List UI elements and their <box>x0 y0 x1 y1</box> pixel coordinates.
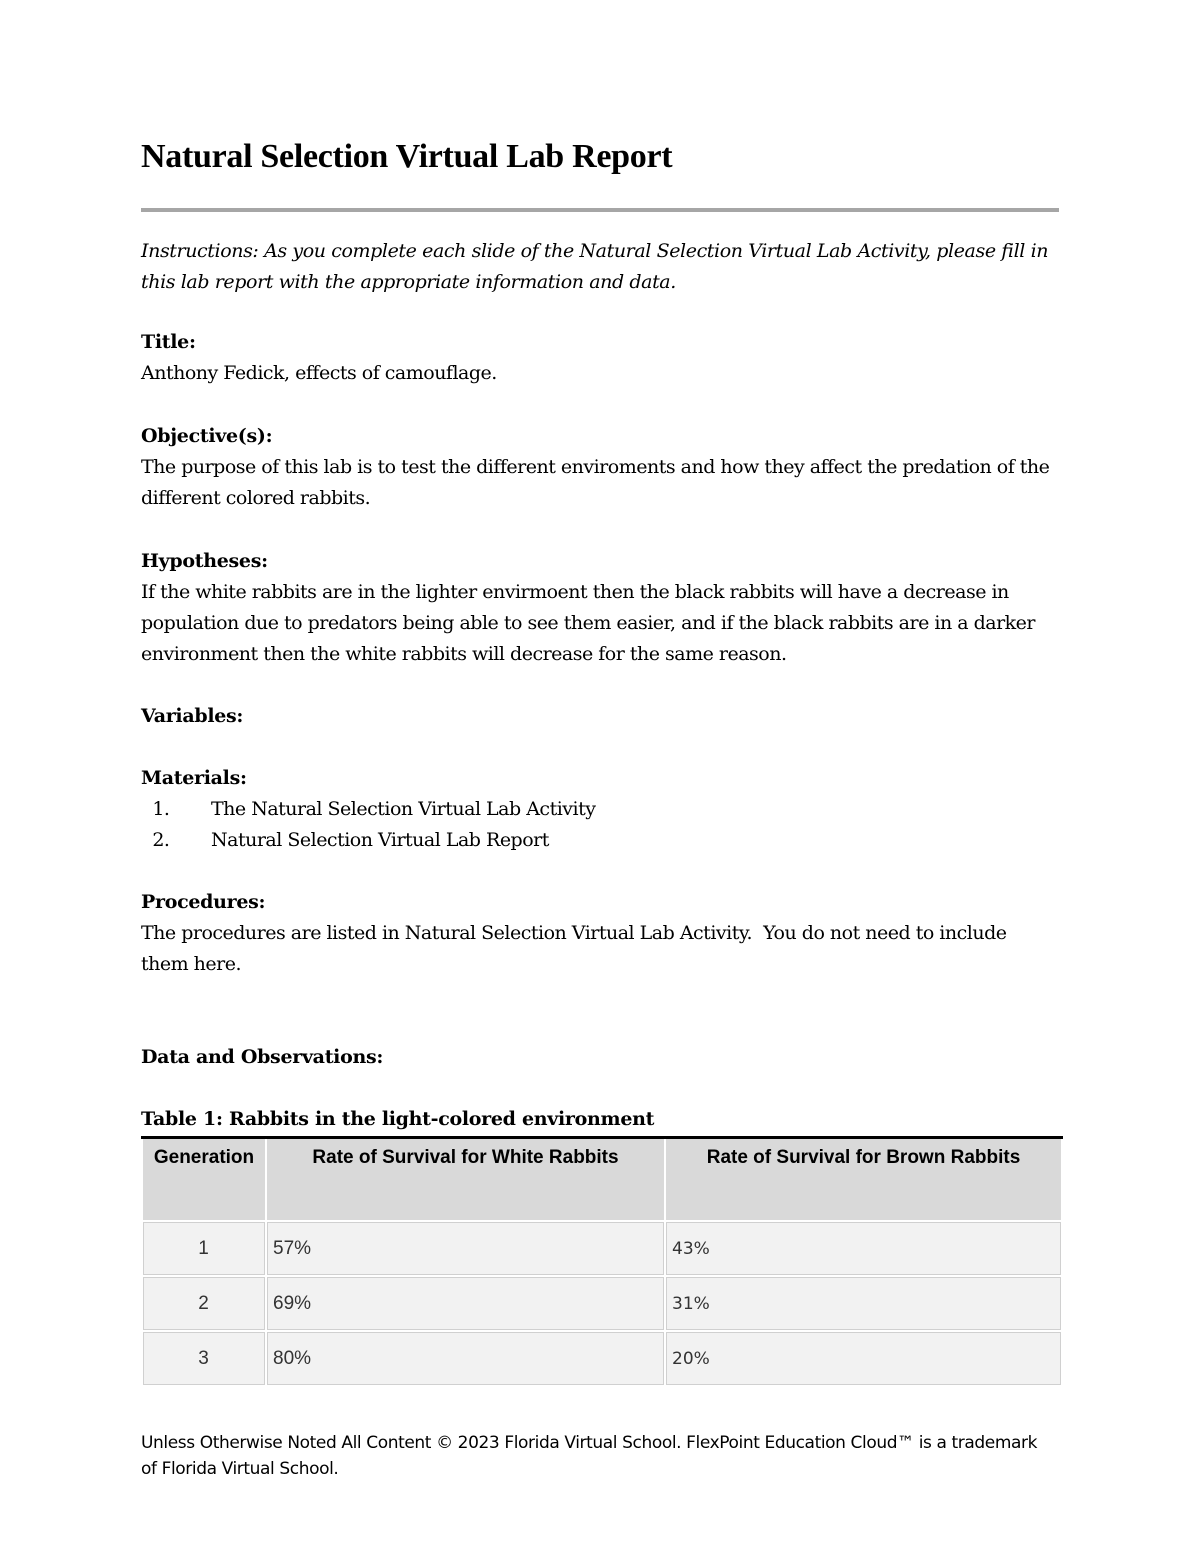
section-hypotheses <box>141 546 1059 670</box>
section-title <box>141 327 1059 389</box>
column-header-brown-rabbits: Rate of Survival for Brown Rabbits <box>665 1138 1062 1222</box>
copyright-footer: Unless Otherwise Noted All Content © 2023 Florida Virtual School. FlexPoint Education Cloud™ is a trademark of Florida Virtual School. <box>141 1433 1038 1479</box>
table-caption: Table 1: Rabbits in the light-colored environment <box>141 1108 655 1130</box>
document-title: Natural Selection Virtual Lab Report <box>141 138 673 175</box>
white-survival-cell: 57% <box>266 1221 665 1276</box>
section-heading: Hypotheses: <box>141 550 268 572</box>
brown-survival-cell: 31% <box>665 1276 1062 1331</box>
section-heading: Materials: <box>141 767 247 789</box>
section-text: If the white rabbits are in the lighter envirmoent then the black rabbits will have a decrease in population due to predators being able to see them easier, and if the black rabbits are in a darker environment then the white rabbits will decrease for the same reason. <box>141 581 1036 665</box>
white-survival-cell: 80% <box>266 1331 665 1386</box>
generation-cell: 2 <box>142 1276 266 1331</box>
section-heading: Data and Observations: <box>141 1046 384 1068</box>
survival-table <box>141 1136 1063 1387</box>
section-data <box>141 1042 1059 1073</box>
section-objectives <box>141 421 1059 514</box>
generation-cell: 1 <box>142 1221 266 1276</box>
section-text: The purpose of this lab is to test the different enviroments and how they affect the predation of the different colored rabbits. <box>141 456 1050 509</box>
column-header-white-rabbits: Rate of Survival for White Rabbits <box>266 1138 665 1222</box>
section-variables <box>141 701 1059 732</box>
brown-survival-cell: 43% <box>665 1221 1062 1276</box>
materials-list <box>141 794 1059 856</box>
section-heading: Variables: <box>141 705 244 727</box>
table-header-row <box>142 1138 1062 1222</box>
list-item: 2. Natural Selection Virtual Lab Report <box>175 825 1059 856</box>
section-text: Anthony Fedick, effects of camouflage. <box>141 362 497 384</box>
section-text: The procedures are listed in Natural Selection Virtual Lab Activity. You do not need to include them here. <box>141 922 1013 975</box>
white-survival-cell: 69% <box>266 1276 665 1331</box>
table-row <box>142 1331 1062 1386</box>
title-divider <box>141 208 1059 212</box>
table-row <box>142 1221 1062 1276</box>
generation-cell: 3 <box>142 1331 266 1386</box>
column-header-generation: Generation <box>142 1138 266 1222</box>
section-heading: Objective(s): <box>141 425 273 447</box>
list-item: 1. The Natural Selection Virtual Lab Activity <box>175 794 1059 825</box>
section-materials <box>141 763 1059 856</box>
instructions-text: Instructions: As you complete each slide of the Natural Selection Virtual Lab Activity, please fill in this lab report with the appropriate information and data. <box>141 240 1049 293</box>
section-procedures <box>141 887 1059 980</box>
table-row <box>142 1276 1062 1331</box>
section-heading: Procedures: <box>141 891 266 913</box>
brown-survival-cell: 20% <box>665 1331 1062 1386</box>
section-heading: Title: <box>141 331 196 353</box>
